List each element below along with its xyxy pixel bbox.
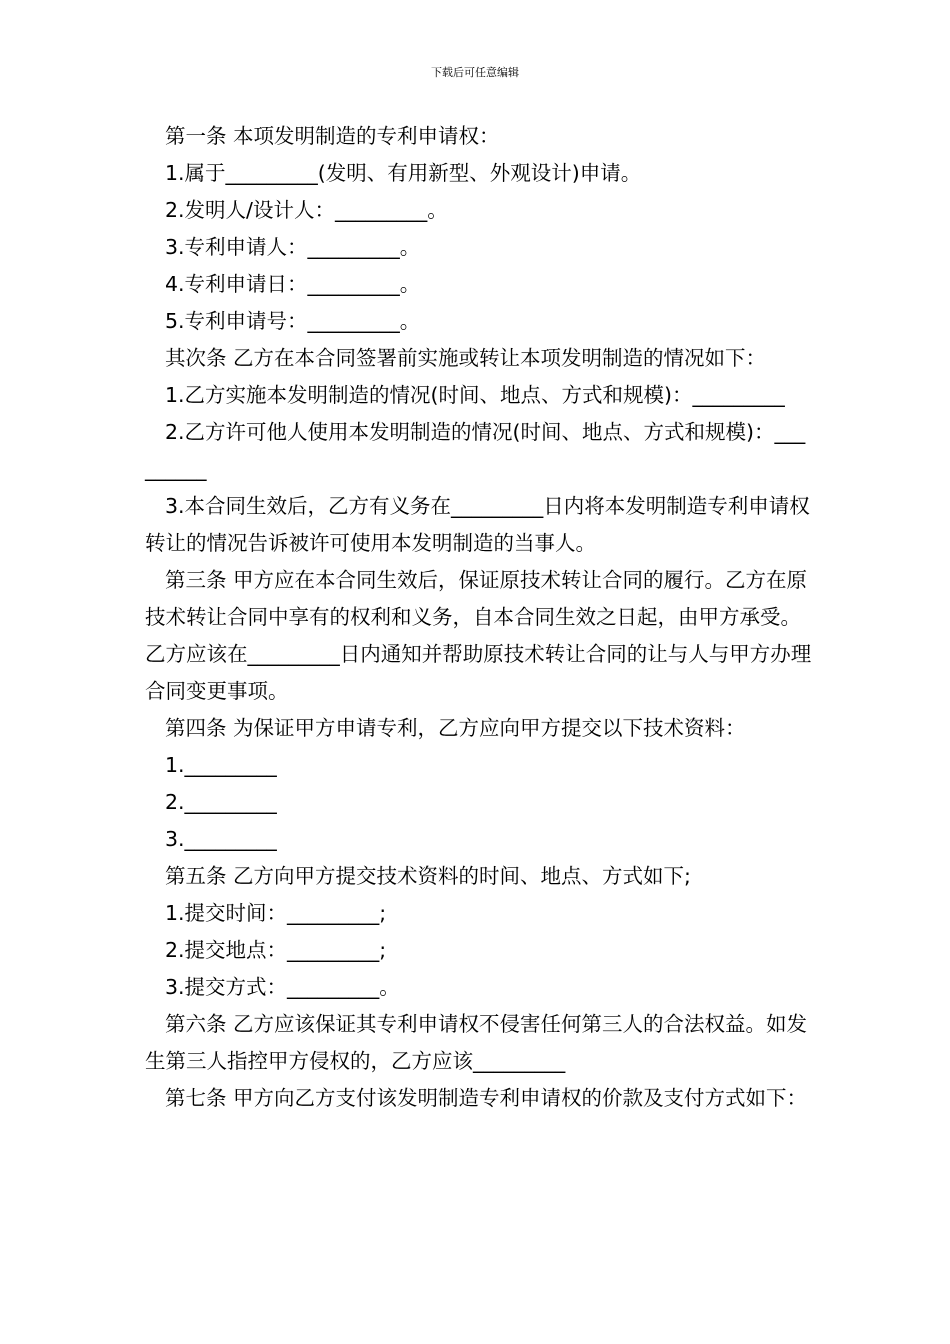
article-1-item-1: 1.属于_________(发明、有用新型、外观设计)申请。 <box>165 161 642 185</box>
article-2-item-2: 2.乙方许可他人使用本发明制造的情况(时间、地点、方式和规模)：_________ <box>145 420 806 481</box>
article-4-item-1: 1._________ <box>165 753 277 777</box>
article-4-item-3: 3._________ <box>165 827 277 851</box>
document-body <box>145 118 813 1117</box>
article-1-item-4: 4.专利申请日：_________。 <box>165 272 421 296</box>
page-header-note: 下载后可任意编辑 <box>431 66 519 79</box>
article-7-paragraph: 第七条 甲方向乙方支付该发明制造专利申请权的价款及支付方式如下： <box>165 1086 808 1110</box>
article-4-heading: 第四条 为保证甲方申请专利，乙方应向甲方提交以下技术资料： <box>165 716 746 740</box>
article-6-paragraph: 第六条 乙方应该保证其专利申请权不侵害任何第三人的合法权益。如发生第三人指控甲方侵权的，乙方应该_________ <box>145 1012 808 1073</box>
article-1-item-5: 5.专利申请号：_________。 <box>165 309 421 333</box>
article-5-heading: 第五条 乙方向甲方提交技术资料的时间、地点、方式如下; <box>165 864 691 888</box>
article-2-item-3: 3.本合同生效后，乙方有义务在_________日内将本发明制造专利申请权转让的情况告诉被许可使用本发明制造的当事人。 <box>145 494 810 555</box>
article-3-paragraph: 第三条 甲方应在本合同生效后，保证原技术转让合同的履行。乙方在原技术转让合同中享有的权利和义务，自本合同生效之日起，由甲方承受。乙方应该在_________日内通知并帮助原技术转让合同的让与人与甲方办理合同变更事项。 <box>145 568 812 703</box>
article-2-heading: 其次条 乙方在本合同签署前实施或转让本项发明制造的情况如下： <box>165 346 767 370</box>
article-5-item-3: 3.提交方式：_________。 <box>165 975 400 999</box>
article-5-item-2: 2.提交地点：_________; <box>165 938 387 962</box>
article-1-item-3: 3.专利申请人：_________。 <box>165 235 421 259</box>
article-1-item-2: 2.发明人/设计人：_________。 <box>165 198 448 222</box>
article-4-item-2: 2._________ <box>165 790 277 814</box>
article-5-item-1: 1.提交时间：_________; <box>165 901 387 925</box>
article-2-item-1: 1.乙方实施本发明制造的情况(时间、地点、方式和规模)：_________ <box>165 383 785 407</box>
article-1-heading: 第一条 本项发明制造的专利申请权： <box>165 124 500 148</box>
